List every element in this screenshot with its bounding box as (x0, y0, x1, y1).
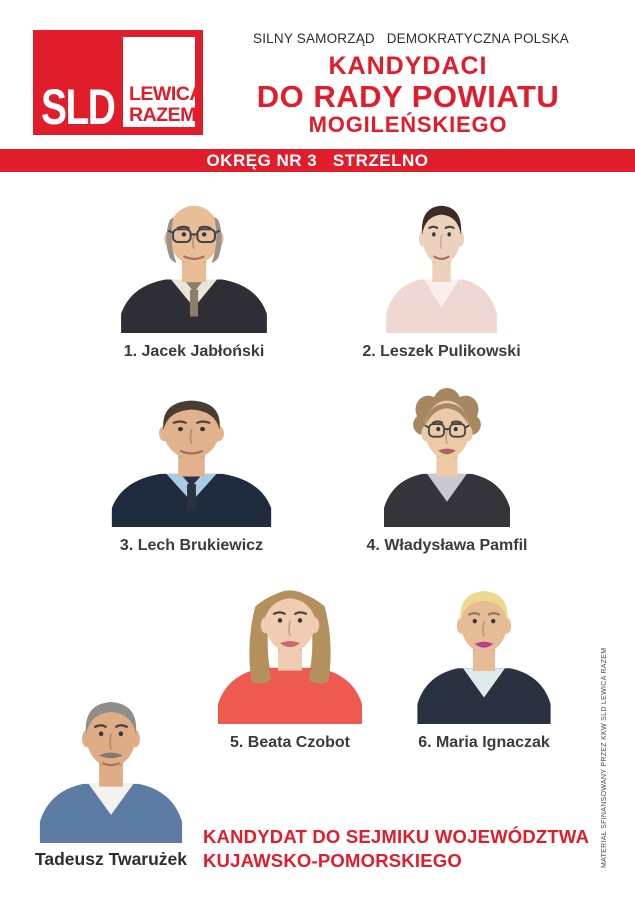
title-do-rady-powiatu: DO RADY POWIATU (256, 79, 560, 114)
candidate-photo (113, 193, 275, 333)
candidate-photo (32, 688, 190, 843)
sld-logo (33, 30, 203, 135)
candidate-name: 2. Leszek Pulikowski (362, 343, 521, 360)
candidate-photo (210, 577, 370, 724)
title-kandydaci: KANDYDACI (328, 52, 488, 80)
candidate-name: Tadeusz Twarużek (34, 849, 188, 869)
candidate-card-3 (103, 388, 280, 554)
candidate-card-6 (410, 578, 558, 751)
sejmik-candidate-line1: KANDYDAT DO SEJMIKU WOJEWÓDZTWA (203, 826, 590, 847)
candidate-card-4 (366, 388, 528, 554)
candidate-card-5 (210, 577, 370, 751)
candidate-name: 3. Lech Brukiewicz (119, 537, 264, 554)
candidate-photo (377, 388, 517, 527)
sejmik-candidate-card (32, 688, 190, 869)
logo-lewica-razem-text (129, 84, 203, 125)
candidate-name: 5. Beata Czobot (229, 734, 351, 751)
candidate-card-1 (113, 193, 275, 360)
party-slogan: SILNY SAMORZĄD DEMOKRATYCZNA POLSKA (253, 31, 569, 46)
funding-note: MATERIAŁ SFINANSOWANY PRZEZ KKW SLD LEWICA RAZEM (601, 647, 608, 868)
candidate-name: 6. Maria Ignaczak (418, 734, 550, 751)
candidate-card-2 (362, 193, 521, 360)
candidate-name: 1. Jacek Jabłoński (123, 343, 265, 360)
candidate-name: 4. Władysława Pamfil (366, 537, 528, 554)
logo-sld-text: SLD (41, 79, 115, 135)
logo-lewica-line: LEWICA (129, 83, 203, 105)
title-mogilenskiego: MOGILEŃSKIEGO (308, 112, 508, 137)
candidate-photo (380, 193, 503, 333)
candidate-photo (410, 578, 558, 724)
logo-razem-line: RAZEM (129, 103, 196, 126)
candidate-photo (103, 388, 280, 527)
district-banner: OKRĘG NR 3 STRZELNO (0, 149, 635, 172)
sejmik-candidate-line2: KUJAWSKO-POMORSKIEGO (203, 850, 462, 871)
